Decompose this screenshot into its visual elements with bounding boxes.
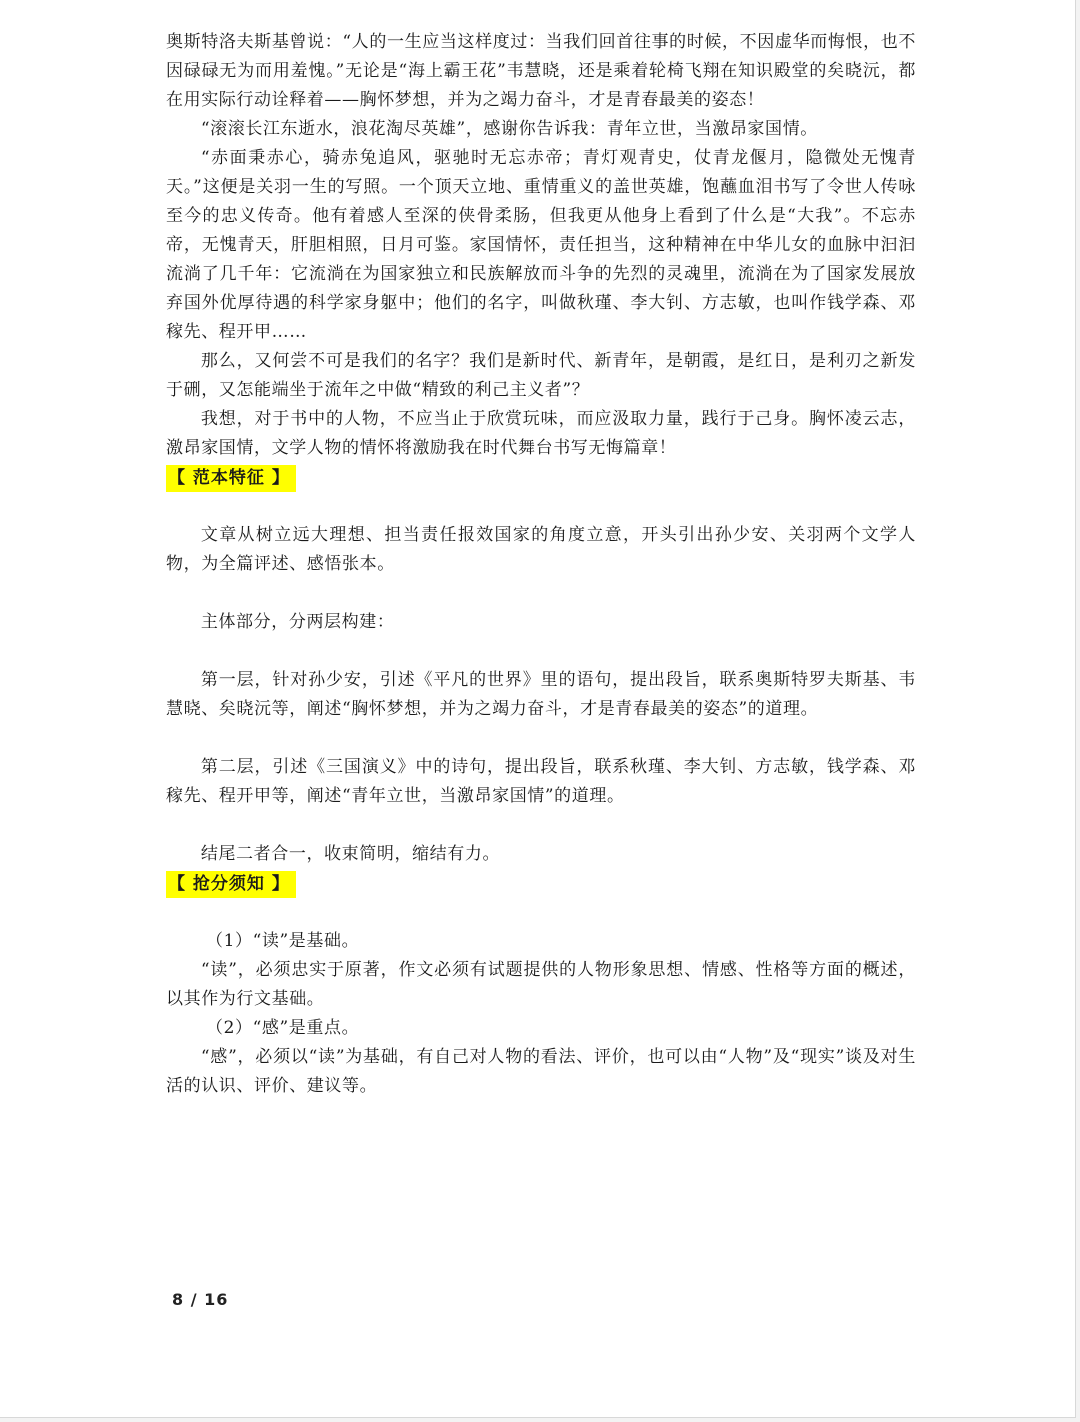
tips-item-2-title: （2）“感”是重点。 xyxy=(206,1018,360,1038)
features-heading-row xyxy=(166,463,916,492)
tips-item-2-text: “感”，必须以“读”为基础，有自己对人物的看法、评价，也可以由“人物”及“现实”谈及对生活的认识、评价、建议等。 xyxy=(166,1047,916,1096)
essay-paragraph-1: 奥斯特洛夫斯基曾说：“人的一生应当这样度过：当我们回首往事的时候，不因虚华而悔恨，也不因碌碌无为而用羞愧。”无论是“海上霸王花”韦慧晓，还是乘着轮椅飞翔在知识殿堂的矣晓沅，都在用实际行动诠释着——胸怀梦想，并为之竭力奋斗，才是青春最美的姿态！ xyxy=(166,32,916,110)
features-paragraph-5: 结尾二者合一，收束简明，缩结有力。 xyxy=(200,844,501,864)
essay-paragraph-3: “赤面秉赤心，骑赤兔追风，驱驰时无忘赤帝；青灯观青史，仗青龙偃月，隐微处无愧青天。”这便是关羽一生的写照。一个顶天立地、重情重义的盖世英雄，饱蘸血泪书写了令世人传咏至今的忠义传奇。他有着感人至深的侠骨柔肠，但我更从他身上看到了什么是“大我”。不忘赤帝，无愧青天，肝胆相照，日月可鉴。家国情怀，责任担当，这种精神在中华儿女的血脉中汩汩流淌了几千年：它流淌在为国家独立和民族解放而斗争的先烈的灵魂里，流淌在为了国家发展放弃国外优厚待遇的科学家身躯中；他们的名字，叫做秋瑾、李大钊、方志敏，也叫作钱学森、邓稼先、程开甲…… xyxy=(166,148,916,342)
essay-paragraph-4: 那么，又何尝不可是我们的名字？我们是新时代、新青年，是朝霞，是红日，是利刃之新发于硎，又怎能端坐于流年之中做“精致的利己主义者”？ xyxy=(166,351,916,400)
essay-paragraph-5: 我想，对于书中的人物，不应当止于欣赏玩味，而应汲取力量，践行于己身。胸怀凌云志，激昂家国情，文学人物的情怀将激励我在时代舞台书写无悔篇章！ xyxy=(166,409,916,458)
page-number: 8 / 16 xyxy=(172,1290,229,1309)
features-paragraph-2: 主体部分，分两层构建： xyxy=(200,612,395,632)
essay-paragraph-2: “滚滚长江东逝水，浪花淘尽英雄”，感谢你告诉我：青年立世，当激昂家国情。 xyxy=(200,119,818,139)
features-heading: 【 范本特征 】 xyxy=(166,465,296,492)
tips-heading-row xyxy=(166,869,916,898)
features-paragraph-4: 第二层，引述《三国演义》中的诗句，提出段旨，联系秋瑾、李大钊、方志敏，钱学森、邓稼先、程开甲等，阐述“青年立世，当激昂家国情”的道理。 xyxy=(166,757,916,806)
features-paragraph-1: 文章从树立远大理想、担当责任报效国家的角度立意，开头引出孙少安、关羽两个文学人物，为全篇评述、感悟张本。 xyxy=(166,525,916,574)
features-paragraph-3: 第一层，针对孙少安，引述《平凡的世界》里的语句，提出段旨，联系奥斯特罗夫斯基、韦慧晓、矣晓沅等，阐述“胸怀梦想，并为之竭力奋斗，才是青春最美的姿态”的道理。 xyxy=(166,670,916,719)
tips-heading: 【 抢分须知 】 xyxy=(166,871,296,898)
tips-item-1-text: “读”，必须忠实于原著，作文必须有试题提供的人物形象思想、情感、性格等方面的概述，以其作为行文基础。 xyxy=(166,960,916,1009)
page-content xyxy=(166,28,916,1101)
tips-item-1-title: （1）“读”是基础。 xyxy=(206,931,360,951)
